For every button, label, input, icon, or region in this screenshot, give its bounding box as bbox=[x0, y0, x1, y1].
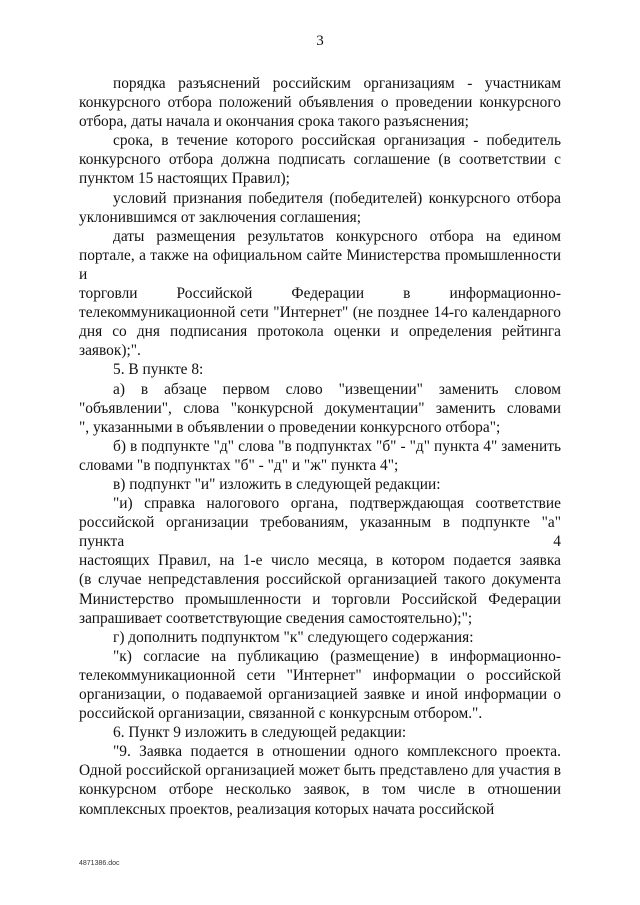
paragraph-line: отбора, даты начала и окончания срока такого разъяснения; bbox=[79, 113, 469, 131]
paragraph-line: конкурсного отбора положений объявления о проведении конкурсного bbox=[79, 94, 561, 112]
paragraph-line: срока, в течение которого российская организация - победитель bbox=[113, 132, 561, 150]
paragraph-line: "и) справка налогового органа, подтверждающая соответствие bbox=[113, 495, 561, 513]
paragraph-line: дня со дня подписания протокола оценки и определения рейтинга bbox=[79, 323, 561, 341]
paragraph bbox=[79, 131, 561, 188]
paragraph-line: уклонившимся от заключения соглашения; bbox=[79, 208, 361, 226]
paragraph-line: Одной российской организацией может быть представлено для участия в bbox=[79, 762, 561, 780]
paragraph bbox=[79, 475, 561, 494]
paragraph-line: торговли Российской Федерации в информационно- bbox=[79, 285, 561, 303]
paragraph-line: телекоммуникационной сети "Интернет" информации о российской bbox=[79, 666, 561, 684]
paragraph-line: телекоммуникационной сети "Интернет" (не позднее 14-го календарного bbox=[79, 304, 561, 322]
paragraph-line: настоящих Правил, на 1-е число месяца, в котором подается заявка bbox=[79, 552, 561, 570]
paragraph bbox=[79, 628, 561, 647]
paragraph-line: 6. Пункт 9 изложить в следующей редакции: bbox=[113, 724, 407, 742]
paragraph-line: словами "в подпунктах "б" - "д" и "ж" пункта 4"; bbox=[79, 456, 399, 474]
paragraph-line: комплексных проектов, реализация которых начата российской bbox=[79, 800, 495, 818]
paragraph-line: запрашивает соответствующие сведения самостоятельно);"; bbox=[79, 609, 473, 627]
paragraph bbox=[79, 723, 561, 742]
paragraph bbox=[79, 494, 561, 628]
paragraph-line: российской организации требованиям, указанным в подпункте "а" пункта 4 bbox=[79, 514, 561, 551]
paragraph bbox=[79, 742, 561, 818]
paragraph-line: российской организации, связанной с конкурсным отбором.". bbox=[79, 705, 483, 723]
paragraph-line: Министерство промышленности и торговли Российской Федерации bbox=[79, 590, 561, 608]
paragraph-line: б) в подпункте "д" слова "в подпунктах "б" - "д" пункта 4" заменить bbox=[113, 437, 561, 455]
paragraph-line: конкурсном отборе несколько заявок, в том числе в отношении bbox=[79, 781, 561, 799]
paragraph bbox=[79, 437, 561, 475]
paragraph-line: конкурсного отбора должна подписать соглашение (в соответствии с bbox=[79, 151, 561, 169]
document-footer-filename: 4871386.doc bbox=[79, 860, 120, 867]
paragraph bbox=[79, 647, 561, 723]
paragraph-line: (в случае непредставления российской организацией такого документа bbox=[79, 571, 561, 589]
paragraph bbox=[79, 380, 561, 437]
paragraph-line: условий признания победителя (победителей) конкурсного отбора bbox=[113, 189, 561, 207]
paragraph-line: в) подпункт "и" изложить в следующей редакции: bbox=[113, 475, 441, 493]
paragraph-line: "объявлении", слова "конкурсной документации" заменить словами bbox=[79, 399, 561, 417]
page-number: 3 bbox=[316, 33, 324, 49]
paragraph-line: организации, о подаваемой организацией заявке и иной информации о bbox=[79, 686, 561, 703]
paragraph-line: "9. Заявка подается в отношении одного комплексного проекта. bbox=[113, 743, 561, 761]
paragraph-line: даты размещения результатов конкурсного отбора на едином bbox=[113, 227, 561, 245]
paragraph-line: "к) согласие на публикацию (размещение) в информационно- bbox=[113, 647, 561, 665]
paragraph-line: 5. В пункте 8: bbox=[113, 361, 204, 379]
paragraph bbox=[79, 74, 561, 131]
paragraph-line: порядка разъяснений российским организациям - участникам bbox=[113, 75, 561, 92]
paragraph-line: портале, а также на официальном сайте Министерства промышленности и bbox=[79, 246, 561, 283]
paragraph bbox=[79, 189, 561, 227]
paragraph-line: г) дополнить подпунктом "к" следующего содержания: bbox=[113, 628, 474, 646]
paragraph bbox=[79, 227, 561, 361]
document-body bbox=[79, 74, 561, 819]
paragraph-line: заявок);". bbox=[79, 342, 141, 360]
paragraph-line: ", указанными в объявлении о проведении конкурсного отбора"; bbox=[79, 418, 501, 436]
paragraph bbox=[79, 360, 561, 379]
paragraph-line: а) в абзаце первом слово "извещении" заменить словом bbox=[113, 380, 561, 398]
paragraph-line: пунктом 15 настоящих Правил); bbox=[79, 170, 290, 188]
